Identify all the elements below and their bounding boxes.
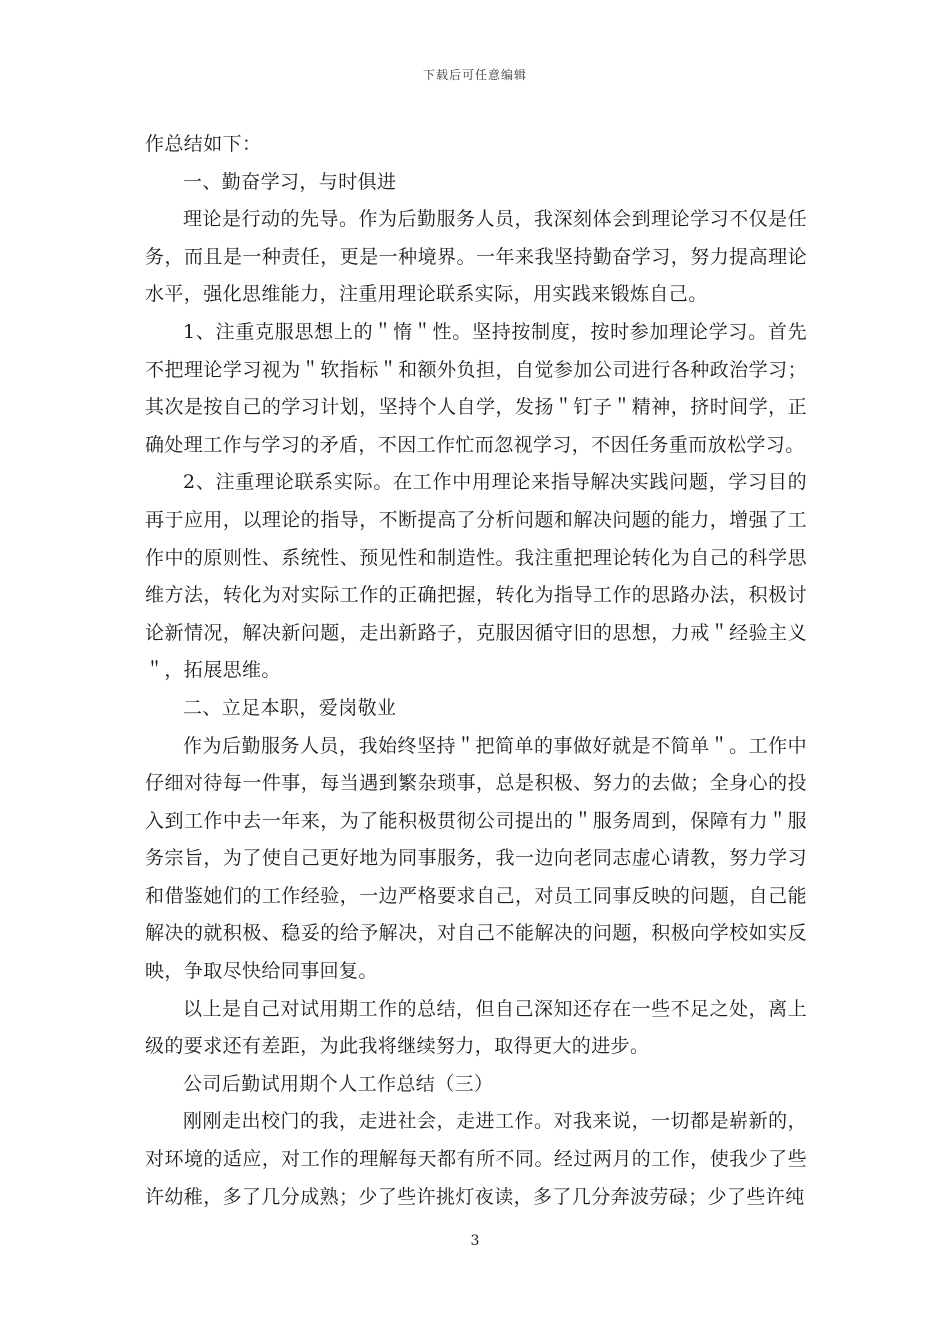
paragraph-theory-intro: 理论是行动的先导。作为后勤服务人员，我深刻体会到理论学习不仅是任务，而且是一种责任，更是一种境界。一年来我坚持勤奋学习，努力提高理论水平，强化思维能力，注重用理论联系实际，用实践来锻炼自己。 xyxy=(145,208,807,306)
header-note: 下载后可任意编辑 xyxy=(422,68,527,82)
paragraph-point-1: 1、注重克服思想上的＂惰＂性。坚持按制度，按时参加理论学习。首先不把理论学习视为＂软指标＂和额外负担，自觉参加公司进行各种政治学习；其次是按自己的学习计划，坚持个人自学，发扬＂钉子＂精神，挤时间学，正确处理工作与学习的矛盾，不因工作忙而忽视学习，不因任务重而放松学习。 xyxy=(145,320,807,456)
document-body xyxy=(145,126,807,1216)
section-heading-job: 二、立足本职，爱岗敬业 xyxy=(183,696,397,719)
section-heading-study: 一、勤奋学习，与时俱进 xyxy=(183,170,397,193)
paragraph-conclusion: 以上是自己对试用期工作的总结，但自己深知还存在一些不足之处，离上级的要求还有差距，为此我将继续努力，取得更大的进步。 xyxy=(145,997,807,1058)
section-title-part-three: 公司后勤试用期个人工作总结（三） xyxy=(183,1072,494,1095)
paragraph-service: 作为后勤服务人员，我始终坚持＂把简单的事做好就是不简单＂。工作中仔细对待每一件事，每当遇到繁杂琐事，总是积极、努力的去做；全身心的投入到工作中去一年来，为了能积极贯彻公司提出的＂服务周到，保障有力＂服务宗旨，为了使自己更好地为同事服务，我一边向老同志虚心请教，努力学习和借鉴她们的工作经验，一边严格要求自己，对员工同事反映的问题，自己能解决的就积极、稳妥的给予解决，对自己不能解决的问题，积极向学校如实反映，争取尽快给同事回复。 xyxy=(145,734,807,983)
paragraph-point-2: 2、注重理论联系实际。在工作中用理论来指导解决实践问题，学习目的再于应用，以理论的指导，不断提高了分析问题和解决问题的能力，增强了工作中的原则性、系统性、预见性和制造性。我注重把理论转化为自己的科学思维方法，转化为对实际工作的正确把握，转化为指导工作的思路办法，积极讨论新情况，解决新问题，走出新路子，克服因循守旧的思想，力戒＂经验主义＂，拓展思维。 xyxy=(145,471,807,682)
paragraph-continuation: 作总结如下： xyxy=(145,133,262,155)
page-number: 3 xyxy=(470,1233,480,1249)
paragraph-new-start: 刚刚走出校门的我，走进社会，走进工作。对我来说，一切都是崭新的，对环境的适应，对工作的理解每天都有所不同。经过两月的工作，使我少了些许幼稚，多了几分成熟；少了些许挑灯夜读，多了几分奔波劳碌；少了些许纯 xyxy=(145,1110,807,1208)
